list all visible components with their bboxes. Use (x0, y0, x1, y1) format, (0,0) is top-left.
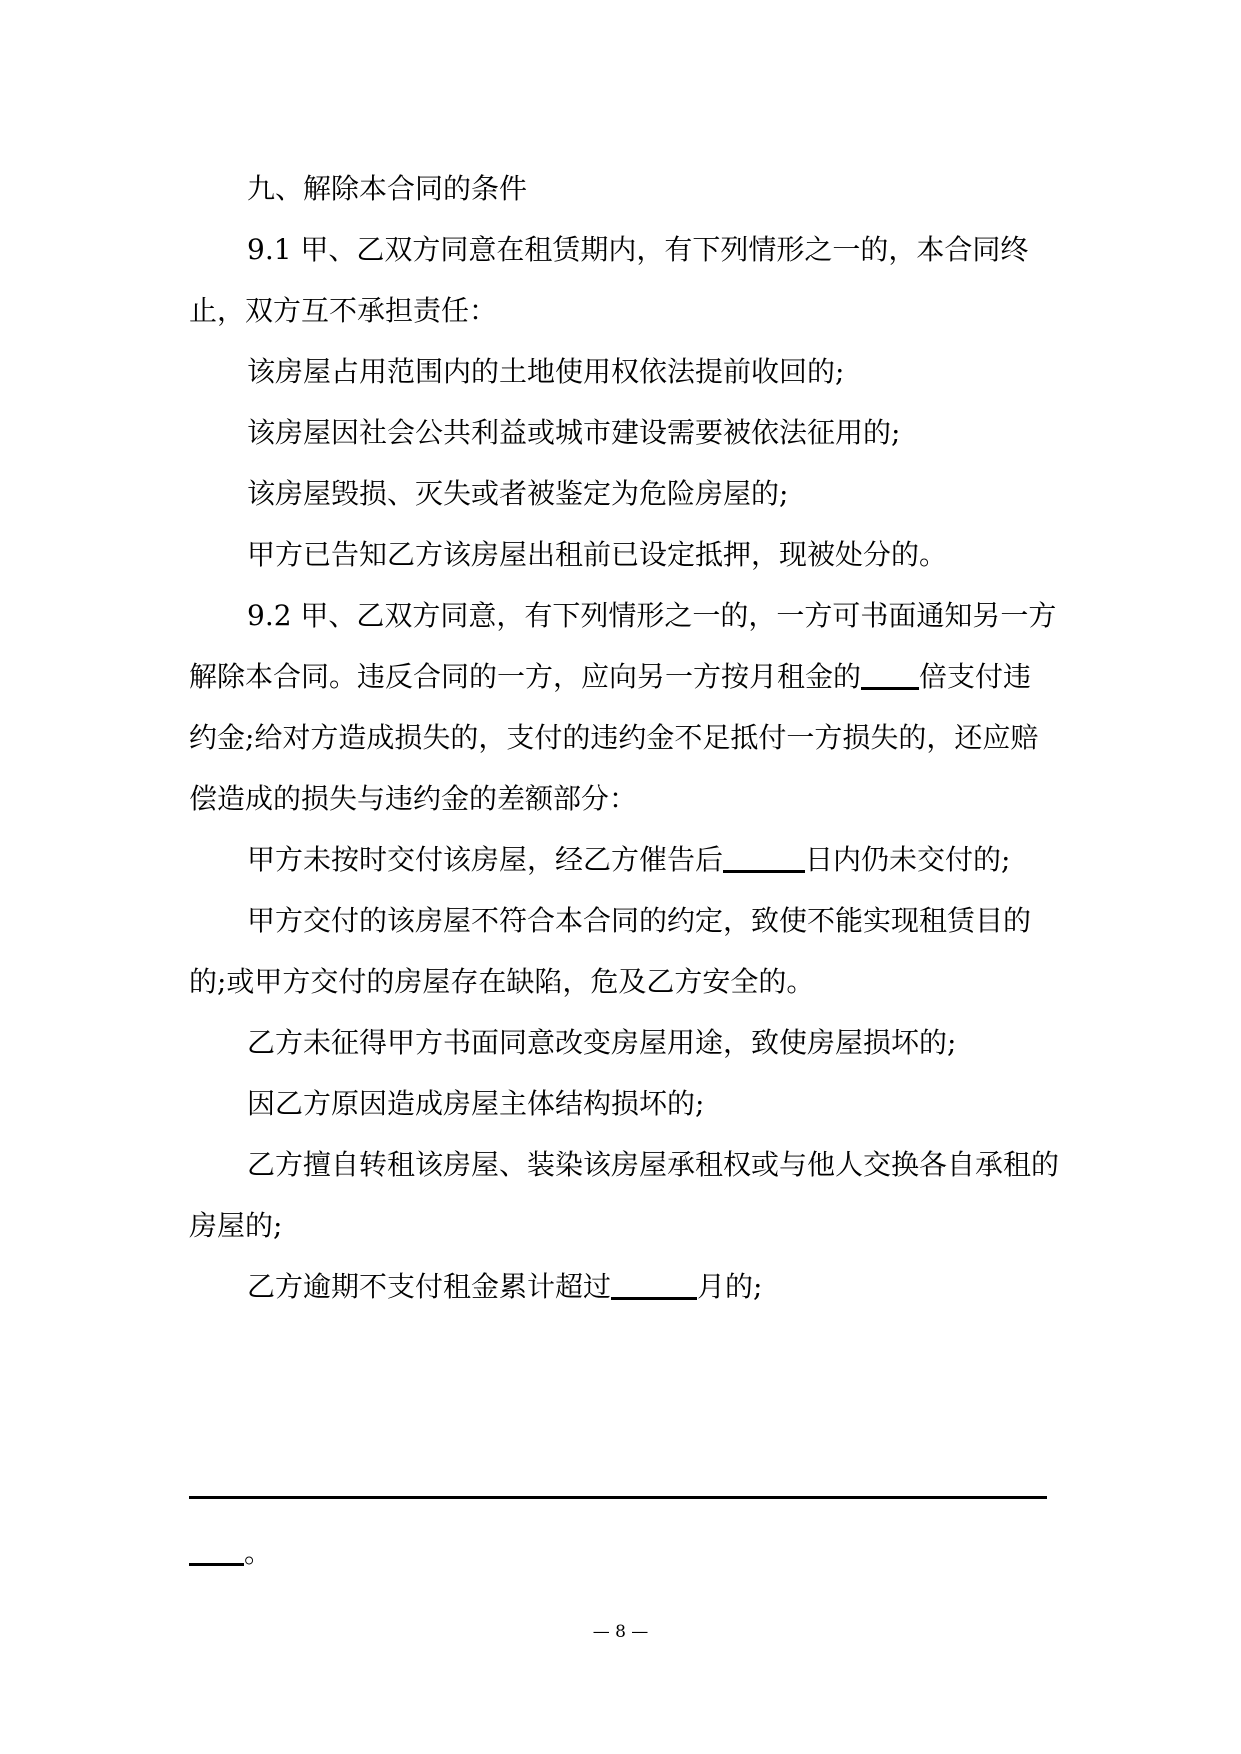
clause-9-2-item-6 (189, 1256, 1059, 1317)
clause-9-2 (189, 585, 1059, 829)
penalty-multiple-blank[interactable] (861, 659, 919, 690)
clause-9-2-item-1-after: 日内仍未交付的; (805, 843, 1011, 876)
tail-period: 。 (244, 1536, 273, 1569)
section-heading: 九、解除本合同的条件 (247, 172, 528, 205)
clause-9-2-item-4: 因乙方原因造成房屋主体结构损坏的; (247, 1087, 705, 1120)
clause-9-1: 9.1 甲、乙双方同意在租赁期内，有下列情形之一的，本合同终止，双方互不承担责任： (189, 233, 1029, 327)
clause-9-2-item-1-before: 甲方未按时交付该房屋，经乙方催告后 (247, 843, 724, 876)
long-fill-line[interactable] (189, 1496, 1047, 1499)
clause-9-2-item-2: 甲方交付的该房屋不符合本合同的约定，致使不能实现租赁目的的;或甲方交付的房屋存在缺陷，危及乙方安全的。 (189, 904, 1032, 998)
clause-9-1-item-1: 该房屋占用范围内的土地使用权依法提前收回的; (247, 355, 845, 388)
clause-9-2-item-6-before: 乙方逾期不支付租金累计超过 (247, 1270, 612, 1303)
clause-9-2-item-5: 乙方擅自转租该房屋、装染该房屋承租权或与他人交换各自承租的房屋的; (189, 1148, 1060, 1242)
clause-9-2-text-after-blank: 倍支付违约金;给对方造成损失的，支付的违约金不足抵付一方损失的，还应赔偿造成的损失与违约金的差额部分： (189, 660, 1039, 815)
page-number: — 8 — (592, 1622, 649, 1642)
clause-9-2-text-before-blank: 9.2 甲、乙双方同意，有下列情形之一的，一方可书面通知另一方解除本合同。违反合同的一方，应向另一方按月租金的 (189, 599, 1057, 693)
clause-9-1-item-3: 该房屋毁损、灭失或者被鉴定为危险房屋的; (247, 477, 789, 510)
tail-fill-line (189, 1533, 272, 1573)
contract-text (189, 158, 1059, 1317)
clause-9-1-item-4: 甲方已告知乙方该房屋出租前已设定抵押，现被处分的。 (247, 538, 948, 571)
tail-blank[interactable] (189, 1535, 244, 1566)
clause-9-2-item-1 (189, 829, 1059, 890)
months-blank[interactable] (611, 1269, 697, 1300)
clause-9-1-item-2: 该房屋因社会公共利益或城市建设需要被依法征用的; (247, 416, 901, 449)
clause-9-2-item-6-after: 月的; (697, 1270, 763, 1303)
clause-9-2-item-3: 乙方未征得甲方书面同意改变房屋用途，致使房屋损坏的; (247, 1026, 957, 1059)
days-blank[interactable] (723, 842, 805, 873)
